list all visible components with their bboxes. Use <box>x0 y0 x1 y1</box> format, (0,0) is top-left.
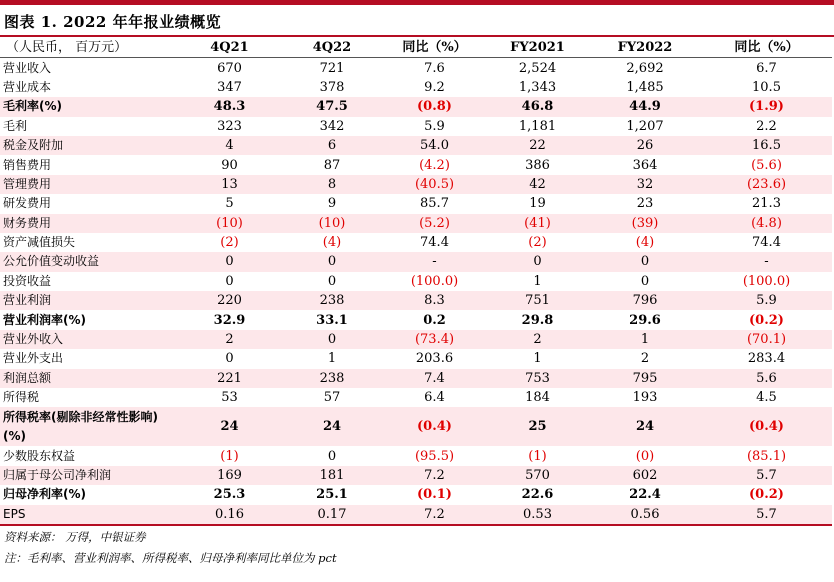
cell-yoy-fy: (23.6) <box>701 175 832 194</box>
cell-fy2022: 602 <box>589 466 701 485</box>
row-label: 毛利率(%) <box>0 97 178 116</box>
row-label: 营业外支出 <box>3 351 64 366</box>
table-row <box>0 505 832 525</box>
table-row <box>0 310 832 329</box>
cell-4q22: 238 <box>281 369 383 388</box>
chart-title: 图表 1. 2022 年年报业绩概览 <box>4 13 222 31</box>
cell-4q21: 220 <box>178 291 281 310</box>
row-label: 公允价值变动收益 <box>0 252 178 271</box>
cell-4q22: 1 <box>327 351 337 367</box>
cell-fy2021: 22 <box>486 136 589 155</box>
cell-fy2021: 0.53 <box>486 505 589 525</box>
header-yoy-annual: 同比（%） <box>701 38 832 58</box>
cell-fy2022: (4) <box>635 235 655 251</box>
cell-yoy-fy: 5.6 <box>701 369 832 388</box>
cell-4q21: 0 <box>225 351 234 367</box>
cell-4q21: (10) <box>178 214 281 233</box>
row-label: 毛利 <box>3 118 28 133</box>
cell-yoy-q: 8.3 <box>383 291 486 310</box>
cell-yoy-q: (100.0) <box>410 273 459 289</box>
cell-fy2022: 0 <box>640 273 650 289</box>
cell-yoy-q: 74.4 <box>420 235 449 251</box>
cell-fy2022: 24 <box>589 407 701 446</box>
cell-fy2021: 19 <box>529 196 546 212</box>
row-label: 税金及附加 <box>0 136 178 155</box>
cell-yoy-q: (0.1) <box>417 487 452 503</box>
cell-4q21: 0 <box>225 273 234 289</box>
cell-4q22: 0 <box>327 273 337 289</box>
cell-4q21: 90 <box>221 157 238 173</box>
cell-yoy-q: - <box>383 252 486 271</box>
row-label: 所得税 <box>3 390 40 405</box>
cell-fy2022: 0 <box>589 252 701 271</box>
cell-yoy-q: 6.4 <box>424 390 445 406</box>
cell-yoy-fy: 283.4 <box>747 351 786 367</box>
cell-fy2021: 386 <box>525 157 550 173</box>
table-row <box>0 97 832 116</box>
cell-yoy-fy: 10.5 <box>752 79 781 95</box>
row-label: 销售费用 <box>3 157 52 172</box>
cell-yoy-q: (0.4) <box>383 407 486 446</box>
cell-fy2021: (2) <box>528 235 547 251</box>
cell-4q22: 0 <box>281 252 383 271</box>
row-label: EPS <box>0 505 178 525</box>
row-label: 营业利润 <box>0 291 178 310</box>
cell-yoy-fy: (0.2) <box>749 487 784 503</box>
cell-4q22: (4) <box>322 235 342 251</box>
cell-4q22: 33.1 <box>316 312 348 328</box>
cell-yoy-q: 7.2 <box>383 466 486 485</box>
cell-fy2021: 751 <box>486 291 589 310</box>
cell-4q21: 169 <box>178 466 281 485</box>
row-label: 财务费用 <box>0 214 178 233</box>
cell-fy2022: 44.9 <box>589 97 701 116</box>
cell-yoy-fy: 6.7 <box>756 60 777 76</box>
cell-fy2022: 1 <box>589 330 701 349</box>
cell-4q21: 323 <box>217 118 242 134</box>
row-label: 管理费用 <box>0 175 178 194</box>
row-label: 少数股东权益 <box>3 448 76 463</box>
cell-4q21: 0 <box>178 252 281 271</box>
cell-yoy-q: 7.4 <box>383 369 486 388</box>
cell-4q21: 13 <box>178 175 281 194</box>
cell-fy2021: 2 <box>486 330 589 349</box>
table-row <box>0 117 832 136</box>
cell-yoy-q: 54.0 <box>383 136 486 155</box>
cell-fy2022: 2 <box>640 351 650 367</box>
cell-fy2022: 193 <box>632 390 658 406</box>
header-fy2021: FY2021 <box>486 38 589 58</box>
cell-4q21: 2 <box>178 330 281 349</box>
table-row <box>0 233 832 252</box>
cell-yoy-q: 5.9 <box>424 118 445 134</box>
cell-4q21: 0.16 <box>178 505 281 525</box>
title-divider <box>0 35 834 37</box>
cell-4q21: 53 <box>221 390 238 406</box>
cell-fy2021: 1,343 <box>518 79 557 95</box>
cell-4q22: 181 <box>281 466 383 485</box>
table-row <box>0 485 832 504</box>
row-label: 营业成本 <box>3 79 52 94</box>
cell-fy2021: 46.8 <box>486 97 589 116</box>
table-row <box>0 330 832 349</box>
cell-fy2022: 22.4 <box>629 487 661 503</box>
cell-4q21: 670 <box>217 60 242 76</box>
table-row <box>0 78 832 97</box>
cell-yoy-q: (4.2) <box>419 157 450 173</box>
cell-fy2021: 1,181 <box>518 118 557 134</box>
cell-4q21: (1) <box>220 448 239 464</box>
table-row <box>0 58 832 78</box>
cell-4q22: 87 <box>323 157 341 173</box>
cell-fy2021: 42 <box>486 175 589 194</box>
cell-yoy-q: (0.8) <box>383 97 486 116</box>
cell-yoy-fy: 5.7 <box>701 466 832 485</box>
table-row <box>0 369 832 388</box>
cell-fy2021: (1) <box>528 448 547 464</box>
cell-fy2022: 1,207 <box>626 118 664 134</box>
cell-fy2022: (39) <box>589 214 701 233</box>
cell-fy2022: 23 <box>636 196 654 212</box>
header-4q21: 4Q21 <box>178 38 281 58</box>
header-unit: （人民币， 百万元） <box>0 38 178 58</box>
cell-fy2022: 29.6 <box>629 312 661 328</box>
row-label: 归母净利率(%) <box>3 487 86 502</box>
row-label: 营业收入 <box>3 60 52 75</box>
cell-yoy-fy: (0.4) <box>701 407 832 446</box>
table-header-row <box>0 38 832 58</box>
footnote: 注：毛利率、营业利润率、所得税率、归母净利率同比单位为 pct <box>4 551 337 565</box>
row-label: 所得税率(剔除非经常性影响)(%) <box>0 407 178 446</box>
cell-fy2022: 364 <box>632 157 658 173</box>
cell-fy2021: 0 <box>486 252 589 271</box>
cell-fy2021: 2,524 <box>518 60 557 76</box>
cell-fy2021: 29.8 <box>521 312 554 328</box>
table-row <box>0 155 832 174</box>
table-row <box>0 252 832 271</box>
cell-fy2022: 796 <box>589 291 701 310</box>
cell-4q22: 0 <box>327 448 337 464</box>
cell-4q22: 238 <box>281 291 383 310</box>
row-label: 资产减值损失 <box>3 235 76 250</box>
row-label: 研发费用 <box>3 196 52 211</box>
cell-yoy-q: (95.5) <box>414 448 455 464</box>
cell-yoy-fy: (85.1) <box>746 448 787 464</box>
cell-fy2022: (0) <box>635 448 655 464</box>
cell-fy2022: 0.56 <box>589 505 701 525</box>
table-row <box>0 272 832 291</box>
table-row <box>0 388 832 407</box>
cell-yoy-fy: (1.9) <box>701 97 832 116</box>
cell-4q21: 24 <box>178 407 281 446</box>
table-row <box>0 349 832 368</box>
cell-yoy-q: 203.6 <box>415 351 454 367</box>
cell-fy2021: 184 <box>525 390 550 406</box>
table-row <box>0 291 832 310</box>
cell-yoy-fy: (4.8) <box>701 214 832 233</box>
cell-4q22: 57 <box>323 390 341 406</box>
row-label: 投资收益 <box>3 273 52 288</box>
cell-4q22: (10) <box>281 214 383 233</box>
cell-4q22: 24 <box>281 407 383 446</box>
cell-yoy-fy: 2.2 <box>756 118 777 134</box>
cell-fy2021: 1 <box>533 351 542 367</box>
header-yoy-quarter: 同比（%） <box>383 38 486 58</box>
cell-4q22: 25.1 <box>316 487 348 503</box>
table-row <box>0 214 832 233</box>
row-label: 利润总额 <box>0 369 178 388</box>
cell-yoy-q: 7.6 <box>424 60 445 76</box>
cell-4q21: 347 <box>217 79 242 95</box>
cell-yoy-fy: 4.5 <box>756 390 777 406</box>
cell-yoy-q: 9.2 <box>424 79 445 95</box>
cell-yoy-q: (5.2) <box>383 214 486 233</box>
cell-4q22: 342 <box>319 118 345 134</box>
cell-yoy-q: (73.4) <box>383 330 486 349</box>
cell-4q22: 378 <box>319 79 345 95</box>
cell-fy2022: 2,692 <box>626 60 664 76</box>
row-label: 营业外收入 <box>0 330 178 349</box>
table-row <box>0 446 832 465</box>
cell-yoy-q: 85.7 <box>420 196 449 212</box>
cell-fy2021: 25 <box>486 407 589 446</box>
cell-4q21: 4 <box>178 136 281 155</box>
cell-4q21: 48.3 <box>178 97 281 116</box>
cell-yoy-fy: 21.3 <box>752 196 781 212</box>
cell-4q21: 25.3 <box>213 487 246 503</box>
table-row <box>0 466 832 485</box>
cell-yoy-fy: (70.1) <box>701 330 832 349</box>
table-row <box>0 407 832 446</box>
cell-yoy-fy: 74.4 <box>752 235 781 251</box>
cell-yoy-fy: 5.9 <box>701 291 832 310</box>
table-row <box>0 194 832 213</box>
cell-4q22: 0 <box>281 330 383 349</box>
cell-fy2022: 32 <box>589 175 701 194</box>
table-row <box>0 136 832 155</box>
cell-4q21: 221 <box>178 369 281 388</box>
cell-4q22: 8 <box>281 175 383 194</box>
cell-yoy-q: 0.2 <box>423 312 446 328</box>
cell-fy2021: 1 <box>533 273 542 289</box>
cell-fy2022: 795 <box>589 369 701 388</box>
cell-fy2022: 26 <box>589 136 701 155</box>
cell-4q22: 9 <box>327 196 337 212</box>
table-row <box>0 175 832 194</box>
cell-fy2021: 22.6 <box>521 487 554 503</box>
cell-yoy-fy: (5.6) <box>751 157 782 173</box>
cell-fy2021: (41) <box>486 214 589 233</box>
cell-yoy-fy: 5.7 <box>701 505 832 525</box>
cell-yoy-q: 7.2 <box>383 505 486 525</box>
cell-4q21: (2) <box>220 235 239 251</box>
header-4q22: 4Q22 <box>281 38 383 58</box>
cell-4q22: 6 <box>281 136 383 155</box>
cell-fy2021: 753 <box>486 369 589 388</box>
cell-fy2021: 570 <box>486 466 589 485</box>
row-label: 归属于母公司净利润 <box>0 466 178 485</box>
row-label: 营业利润率(%) <box>3 312 86 327</box>
cell-4q21: 5 <box>225 196 234 212</box>
cell-yoy-fy: (0.2) <box>749 312 784 328</box>
cell-yoy-q: (40.5) <box>383 175 486 194</box>
cell-4q22: 721 <box>319 60 345 76</box>
top-accent-bar <box>0 0 834 5</box>
cell-yoy-fy: - <box>701 252 832 271</box>
header-fy2022: FY2022 <box>589 38 701 58</box>
cell-yoy-fy: 16.5 <box>701 136 832 155</box>
cell-4q22: 0.17 <box>281 505 383 525</box>
source-note: 资料来源： 万得，中银证券 <box>4 530 146 544</box>
earnings-table <box>0 38 832 526</box>
cell-4q22: 47.5 <box>281 97 383 116</box>
cell-yoy-fy: (100.0) <box>742 273 791 289</box>
cell-4q21: 32.9 <box>213 312 246 328</box>
cell-fy2022: 1,485 <box>626 79 664 95</box>
